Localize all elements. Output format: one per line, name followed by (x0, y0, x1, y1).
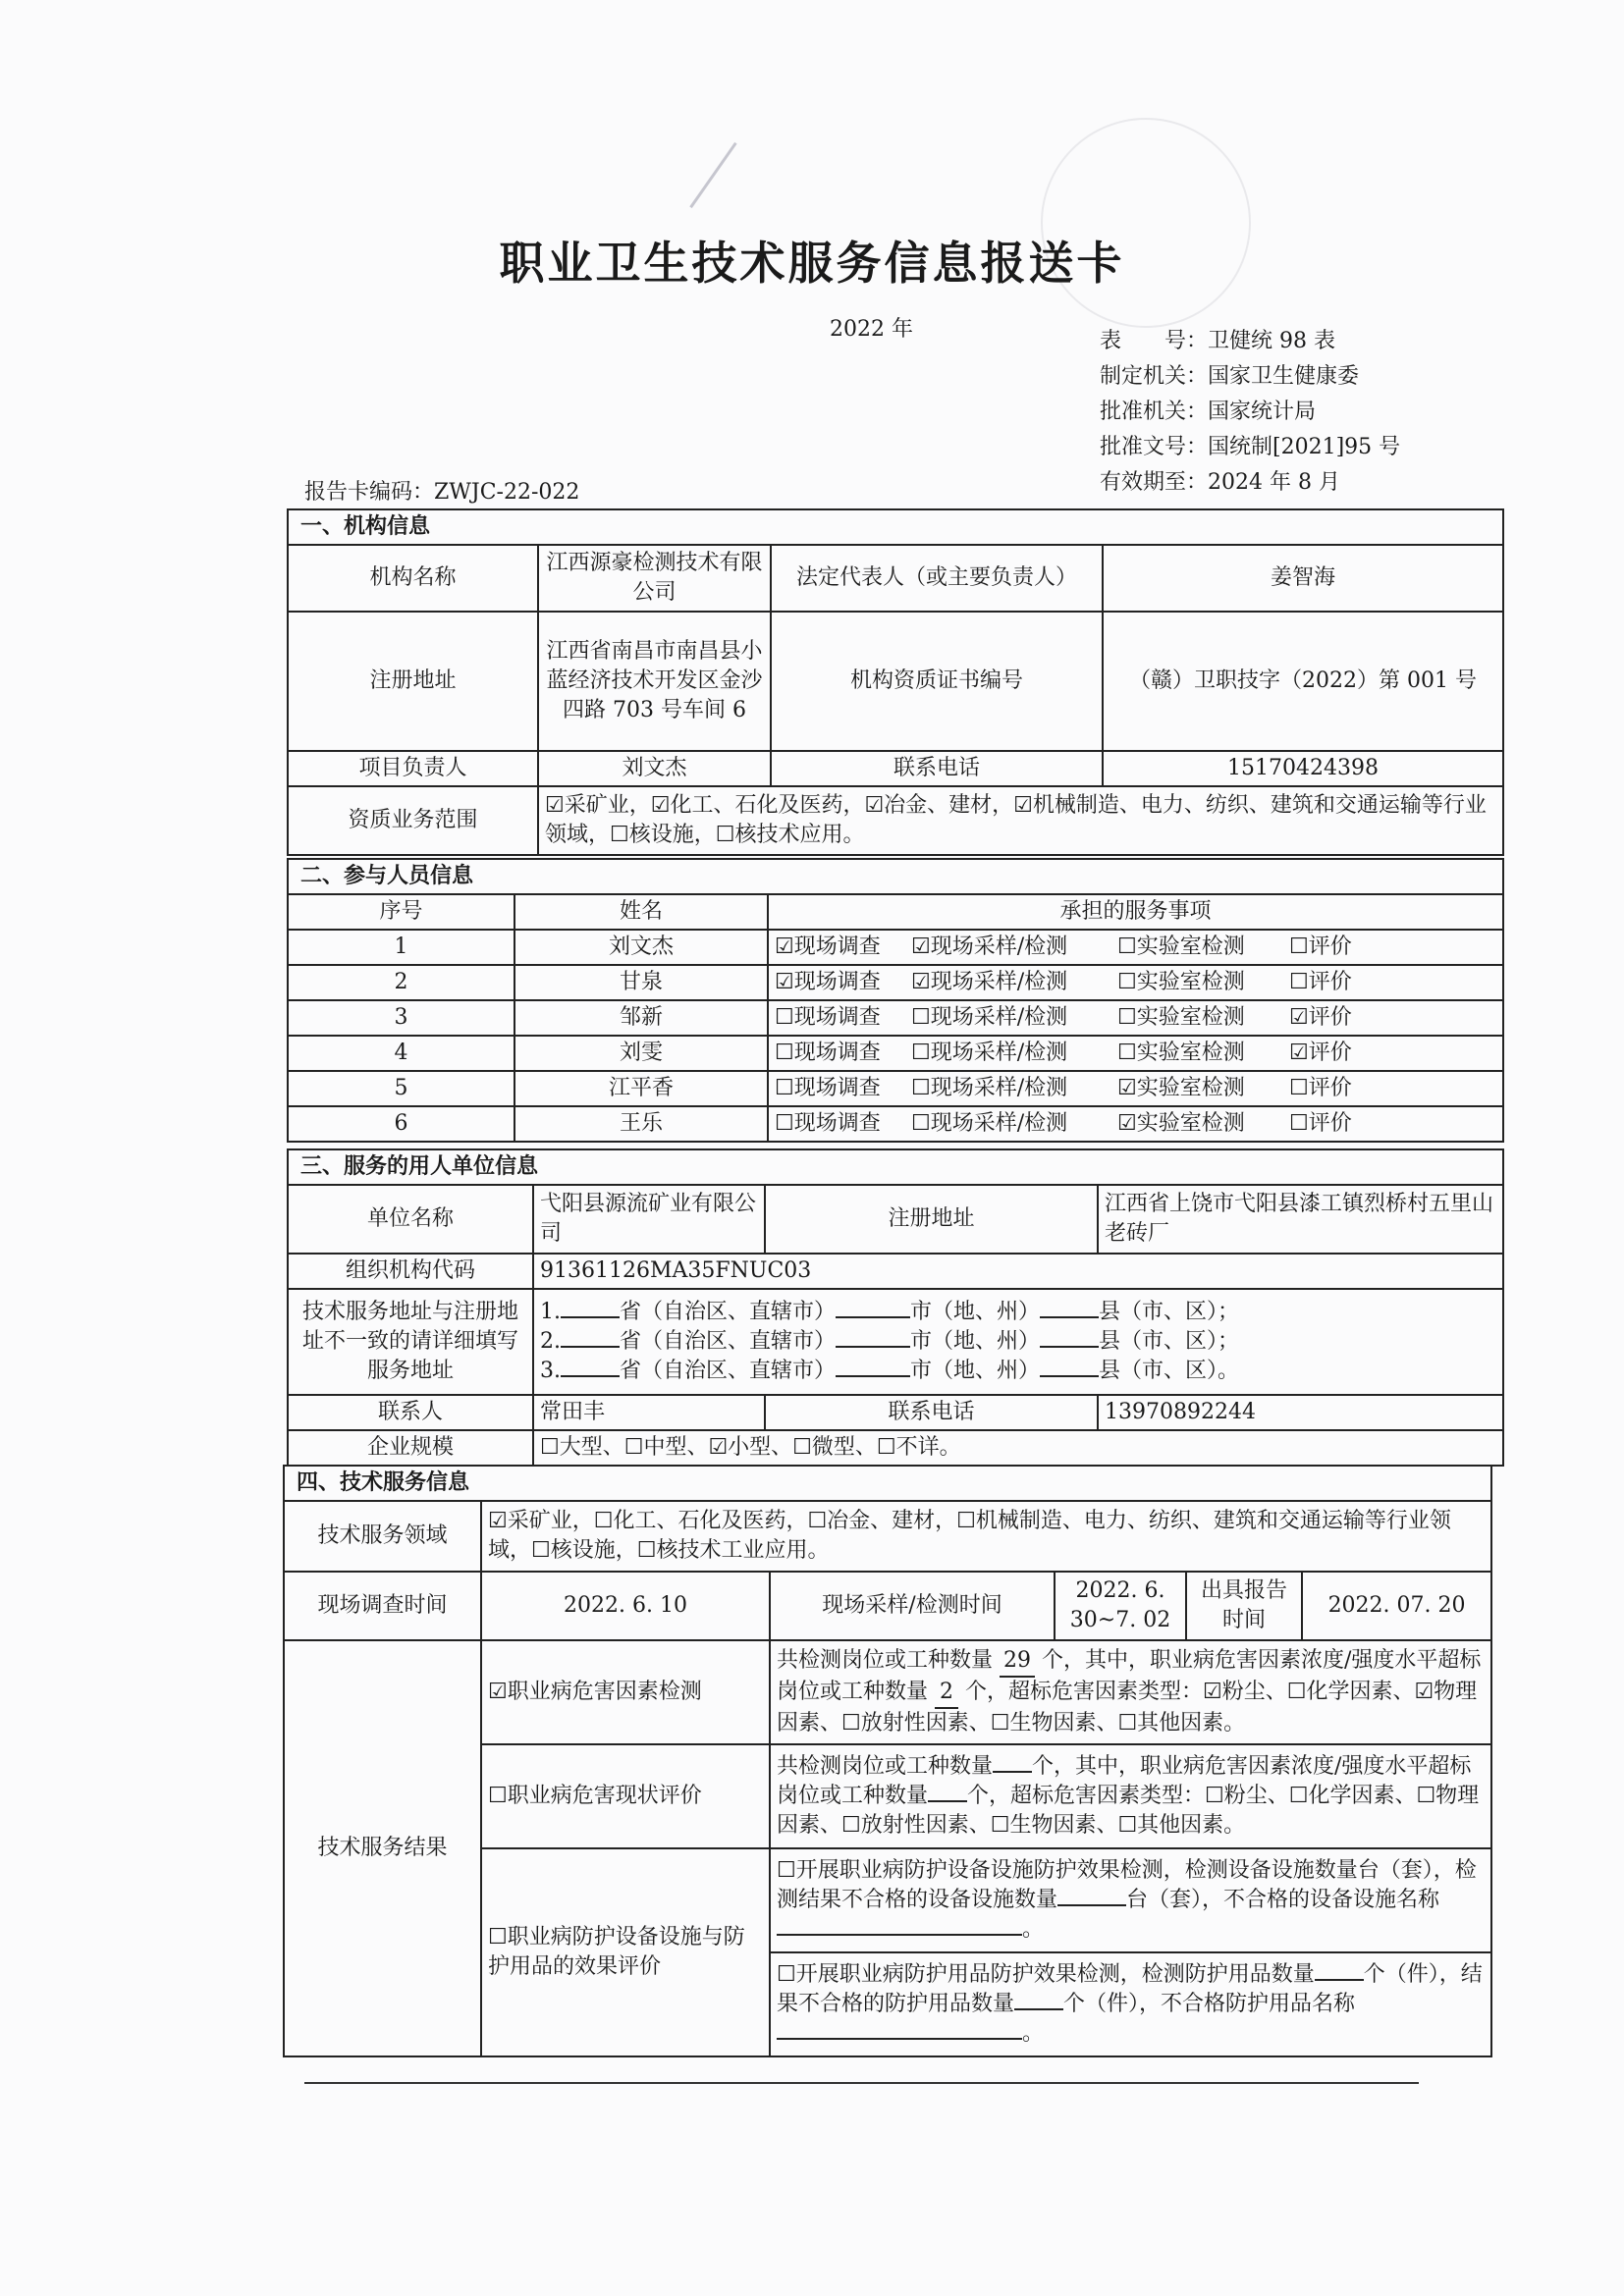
staff-duty: ☑实验室检测 (1111, 1071, 1283, 1106)
meta-approval-no: 批准文号：国统制[2021]95 号 (1100, 435, 1401, 459)
r1-text: 共检测岗位或工种数量 29 个，其中，职业病危害因素浓度/强度水平超标岗位或工种数量 2 个，超标危害因素类型：☑粉尘、☐化学因素、☑物理因素、☐放射性因素、☐生物因素、☐其他因素。 (770, 1640, 1491, 1744)
svc-addr-label: 技术服务地址与注册地址不一致的请详细填写服务地址 (288, 1289, 533, 1395)
staff-duty: ☐实验室检测 (1111, 1036, 1283, 1071)
reg-addr: 江西省南昌市南昌县小蓝经济技术开发区金沙四路 703 号车间 6 (538, 612, 771, 751)
sample-label: 现场采样/检测时间 (770, 1572, 1055, 1640)
r3a-text: ☐开展职业病防护设备设施防护效果检测，检测设备设施数量台（套），检测结果不合格的设备设施数量 台（套），不合格的设备设施名称。 (770, 1848, 1491, 1952)
contact-label: 联系人 (288, 1395, 533, 1430)
rep-value: 姜智海 (1103, 545, 1503, 612)
staff-duty: ☐现场采样/检测 (905, 1106, 1111, 1142)
staff-name: 刘文杰 (514, 930, 768, 965)
staff-duty: ☐现场调查 (768, 1000, 905, 1036)
staff-row (288, 1106, 1503, 1142)
report-value: 2022. 07. 20 (1302, 1572, 1491, 1640)
rep-label: 法定代表人（或主要负责人） (771, 545, 1103, 612)
staff-duty: ☐现场采样/检测 (905, 1000, 1111, 1036)
staff-duty: ☐现场调查 (768, 1071, 905, 1106)
staff-name: 江平香 (514, 1071, 768, 1106)
staff-no: 3 (288, 1000, 514, 1036)
contact-value: 常田丰 (533, 1395, 765, 1430)
section-2-table (287, 858, 1504, 1143)
meta-approver: 批准机关：国家统计局 (1100, 400, 1317, 424)
lead-label: 项目负责人 (288, 751, 538, 786)
staff-name: 刘雯 (514, 1036, 768, 1071)
report-label: 出具报告时间 (1186, 1572, 1302, 1640)
faint-stamp-mark (1041, 118, 1251, 328)
r2-text: 共检测岗位或工种数量 个，其中，职业病危害因素浓度/强度水平超标岗位或工种数量 个，超标危害因素类型：☐粉尘、☐化学因素、☐物理因素、☐放射性因素、☐生物因素、☐其他因素。 (770, 1744, 1491, 1848)
staff-row (288, 1036, 1503, 1071)
org-code: 91361126MA35FNUC03 (533, 1254, 1503, 1289)
staff-duty: ☐现场调查 (768, 1036, 905, 1071)
r2-label: ☐职业病危害现状评价 (481, 1744, 770, 1848)
staff-row (288, 1000, 1503, 1036)
staff-duty: ☐实验室检测 (1111, 1000, 1283, 1036)
card-code: 报告卡编码：ZWJC-22-022 (304, 480, 580, 505)
section-3-heading: 三、服务的用人单位信息 (288, 1149, 1503, 1185)
staff-no: 5 (288, 1071, 514, 1106)
section-4-heading: 四、技术服务信息 (284, 1466, 1491, 1501)
r1-label: ☑职业病危害因素检测 (481, 1640, 770, 1744)
reg-addr-label: 注册地址 (288, 612, 538, 751)
phone-value: 15170424398 (1103, 751, 1503, 786)
svc-addr-lines (533, 1289, 1503, 1395)
section-3-table (287, 1148, 1504, 1467)
staff-duty: ☐评价 (1283, 930, 1503, 965)
cert-value: （赣）卫职技字（2022）第 001 号 (1103, 612, 1503, 751)
scope-label: 资质业务范围 (288, 786, 538, 855)
staff-duty: ☐现场采样/检测 (905, 1036, 1111, 1071)
staff-duty: ☑现场调查 (768, 965, 905, 1000)
org-code-label: 组织机构代码 (288, 1254, 533, 1289)
page-title: 职业卫生技术服务信息报送卡 (499, 237, 1125, 290)
staff-no: 1 (288, 930, 514, 965)
contact-phone-label: 联系电话 (765, 1395, 1098, 1430)
form-meta (1100, 324, 1400, 501)
unit-name: 弋阳县源流矿业有限公司 (533, 1185, 765, 1254)
staff-duty: ☑实验室检测 (1111, 1106, 1283, 1142)
phone-label: 联系电话 (771, 751, 1103, 786)
scope-value: ☑采矿业，☑化工、石化及医药，☑冶金、建材，☑机械制造、电力、纺织、建筑和交通运输等行业领域，☐核设施，☐核技术应用。 (538, 786, 1503, 855)
r3b-text: ☐开展职业病防护用品防护效果检测，检测防护用品数量 个（件），结果不合格的防护用品数量 个（件），不合格防护用品名称。 (770, 1952, 1491, 2056)
staff-no: 6 (288, 1106, 514, 1142)
unit-label: 单位名称 (288, 1185, 533, 1254)
unit-addr-label: 注册地址 (765, 1185, 1098, 1254)
staff-duty: ☐现场采样/检测 (905, 1071, 1111, 1106)
staff-duty: ☑评价 (1283, 1036, 1503, 1071)
section-4-table (283, 1465, 1492, 2057)
staff-duty: ☑现场采样/检测 (905, 930, 1111, 965)
staff-row (288, 930, 1503, 965)
staff-no: 2 (288, 965, 514, 1000)
size-value: ☐大型、☐中型、☑小型、☐微型、☐不详。 (533, 1430, 1503, 1466)
r1-post-count: 29 (1000, 1646, 1035, 1678)
col-duty: 承担的服务事项 (768, 894, 1503, 930)
staff-duty: ☑现场调查 (768, 930, 905, 965)
field-label: 技术服务领域 (284, 1501, 481, 1572)
svc-addr-line: 3. 省（自治区、直辖市） 市（地、州） 县（市、区）。 (540, 1359, 1240, 1383)
org-name: 江西源豪检测技术有限公司 (538, 545, 771, 612)
section-2-heading: 二、参与人员信息 (288, 859, 1503, 894)
staff-duty: ☐评价 (1283, 965, 1503, 1000)
svc-addr-line: 2. 省（自治区、直辖市） 市（地、州） 县（市、区）； (540, 1329, 1240, 1354)
staff-name: 王乐 (514, 1106, 768, 1142)
org-name-label: 机构名称 (288, 545, 538, 612)
staff-rows (288, 930, 1503, 1142)
staff-duty: ☑评价 (1283, 1000, 1503, 1036)
r3-label: ☐职业病防护设备设施与防护用品的效果评价 (481, 1848, 770, 2056)
meta-valid-until: 有效期至：2024 年 8 月 (1100, 470, 1340, 495)
col-name: 姓名 (514, 894, 768, 930)
survey-value: 2022. 6. 10 (481, 1572, 770, 1640)
staff-duty: ☐评价 (1283, 1071, 1503, 1106)
section-1-table (287, 508, 1504, 856)
footer-rule (304, 2082, 1419, 2084)
size-label: 企业规模 (288, 1430, 533, 1466)
staff-name: 甘泉 (514, 965, 768, 1000)
staff-duty: ☑现场采样/检测 (905, 965, 1111, 1000)
staff-name: 邹新 (514, 1000, 768, 1036)
staff-duty: ☐评价 (1283, 1106, 1503, 1142)
contact-phone: 13970892244 (1098, 1395, 1503, 1430)
staff-row (288, 965, 1503, 1000)
unit-addr: 江西省上饶市弋阳县漆工镇烈桥村五里山老砖厂 (1098, 1185, 1503, 1254)
cert-label: 机构资质证书编号 (771, 612, 1103, 751)
staff-row (288, 1071, 1503, 1106)
section-1-heading: 一、机构信息 (288, 509, 1503, 545)
result-label: 技术服务结果 (284, 1640, 481, 2056)
sample-value: 2022. 6. 30~7. 02 (1055, 1572, 1186, 1640)
staff-duty: ☐现场调查 (768, 1106, 905, 1142)
staff-no: 4 (288, 1036, 514, 1071)
report-year: 2022 年 (830, 317, 913, 342)
lead-value: 刘文杰 (538, 751, 771, 786)
meta-issuer: 制定机关：国家卫生健康委 (1100, 364, 1360, 389)
svc-addr-line: 1. 省（自治区、直辖市） 市（地、州） 县（市、区）； (540, 1300, 1240, 1324)
field-value: ☑采矿业，☐化工、石化及医药，☐冶金、建材，☐机械制造、电力、纺织、建筑和交通运输等行业领域，☐核设施，☐核技术工业应用。 (481, 1501, 1491, 1572)
survey-label: 现场调查时间 (284, 1572, 481, 1640)
r1-exceed-count: 2 (935, 1678, 958, 1709)
meta-form-no: 表 号：卫健统 98 表 (1100, 329, 1335, 353)
staff-duty: ☐实验室检测 (1111, 930, 1283, 965)
staff-duty: ☐实验室检测 (1111, 965, 1283, 1000)
col-no: 序号 (288, 894, 514, 930)
